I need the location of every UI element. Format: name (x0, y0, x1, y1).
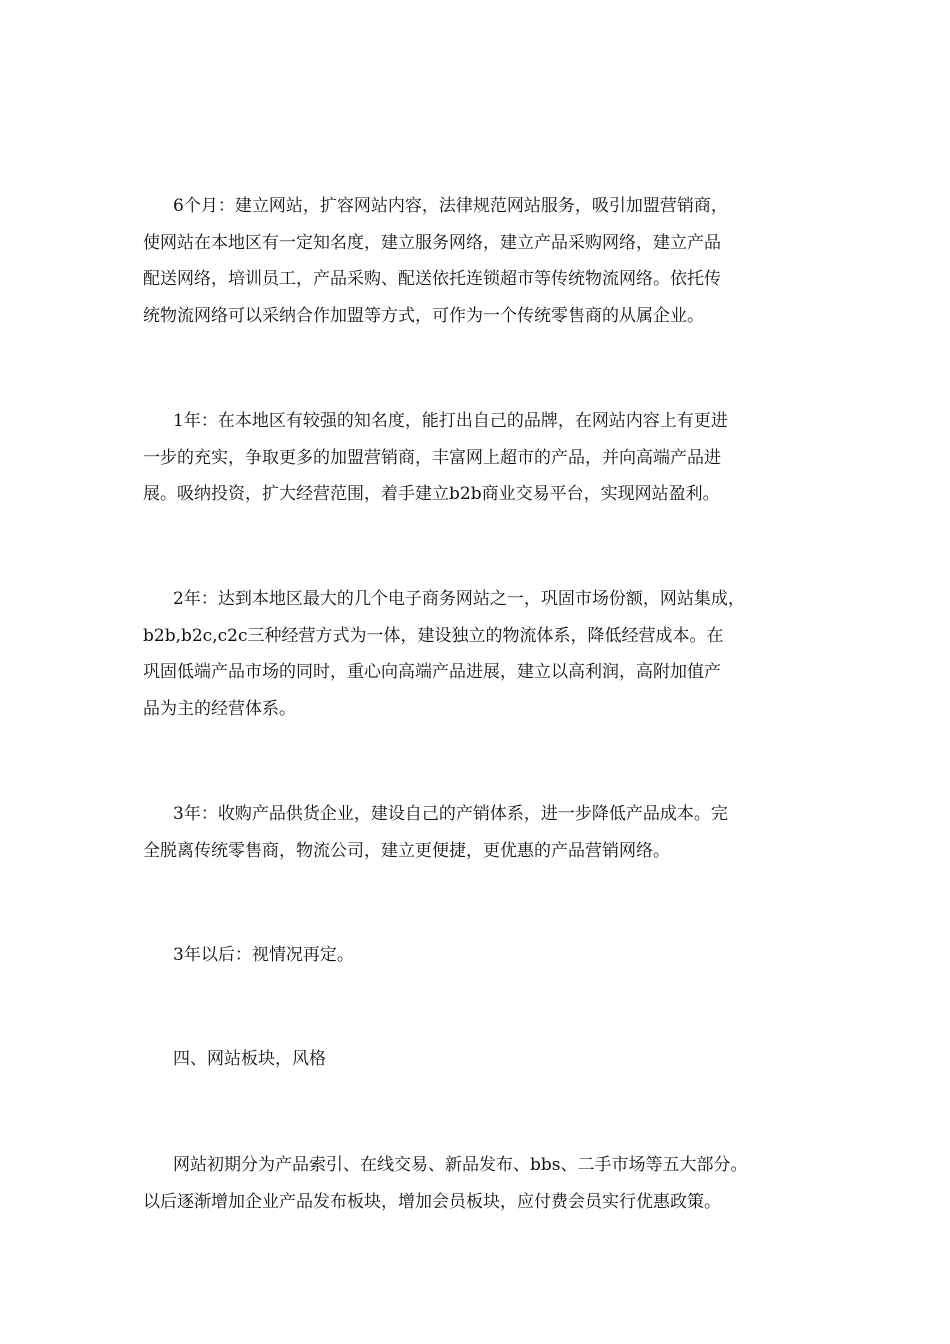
paragraph-line: 3年：收购产品供货企业，建设自己的产销体系，进一步降低产品成本。完 (173, 804, 728, 824)
paragraph-after-3-years (143, 937, 813, 974)
paragraph-line: 6个月：建立网站，扩容网站内容，法律规范网站服务，吸引加盟营销商， (173, 196, 728, 216)
paragraph-line: 网站初期分为产品索引、在线交易、新品发布、bbs、二手市场等五大部分。 (173, 1155, 748, 1175)
paragraph-2-years (143, 581, 813, 727)
paragraph-line: 统物流网络可以采纳合作加盟等方式，可作为一个传统零售商的从属企业。 (143, 305, 704, 326)
paragraph-line: 配送网络，培训员工，产品采购、配送依托连锁超市等传统物流网络。依托传 (143, 269, 721, 289)
paragraph-line: 3年以后：视情况再定。 (173, 945, 354, 965)
paragraph-line: 使网站在本地区有一定知名度，建立服务网络，建立产品采购网络，建立产品 (143, 232, 721, 253)
paragraph-line: 2年：达到本地区最大的几个电子商务网站之一，巩固市场份额，网站集成， (173, 589, 745, 609)
paragraph-line: 全脱离传统零售商，物流公司，建立更便捷，更优惠的产品营销网络。 (143, 840, 670, 861)
paragraph-line: 展。吸纳投资，扩大经营范围，着手建立b2b商业交易平台，实现网站盈利。 (143, 484, 720, 504)
paragraph-line: 一步的充实，争取更多的加盟营销商，丰富网上超市的产品，并向高端产品进 (143, 447, 721, 468)
paragraph-line: b2b,b2c,c2c三种经营方式为一体，建设独立的物流体系，降低经营成本。在 (143, 625, 724, 646)
paragraph-line: 以后逐渐增加企业产品发布板块，增加会员板块，应付费会员实行优惠政策。 (143, 1191, 721, 1212)
paragraph-1-year (143, 403, 813, 513)
paragraph-6-months (143, 188, 813, 334)
paragraph-website-initial-sections (143, 1147, 813, 1220)
paragraph-3-years (143, 796, 813, 869)
paragraph-line: 品为主的经营体系。 (143, 698, 296, 719)
heading-line: 四、网站板块，风格 (173, 1049, 326, 1069)
section-heading-website-sections (143, 1041, 813, 1078)
paragraph-line: 巩固低端产品市场的同时，重心向高端产品进展，建立以高利润，高附加值产 (143, 662, 721, 682)
paragraph-line: 1年：在本地区有较强的知名度，能打出自己的品牌，在网站内容上有更进 (173, 411, 728, 431)
